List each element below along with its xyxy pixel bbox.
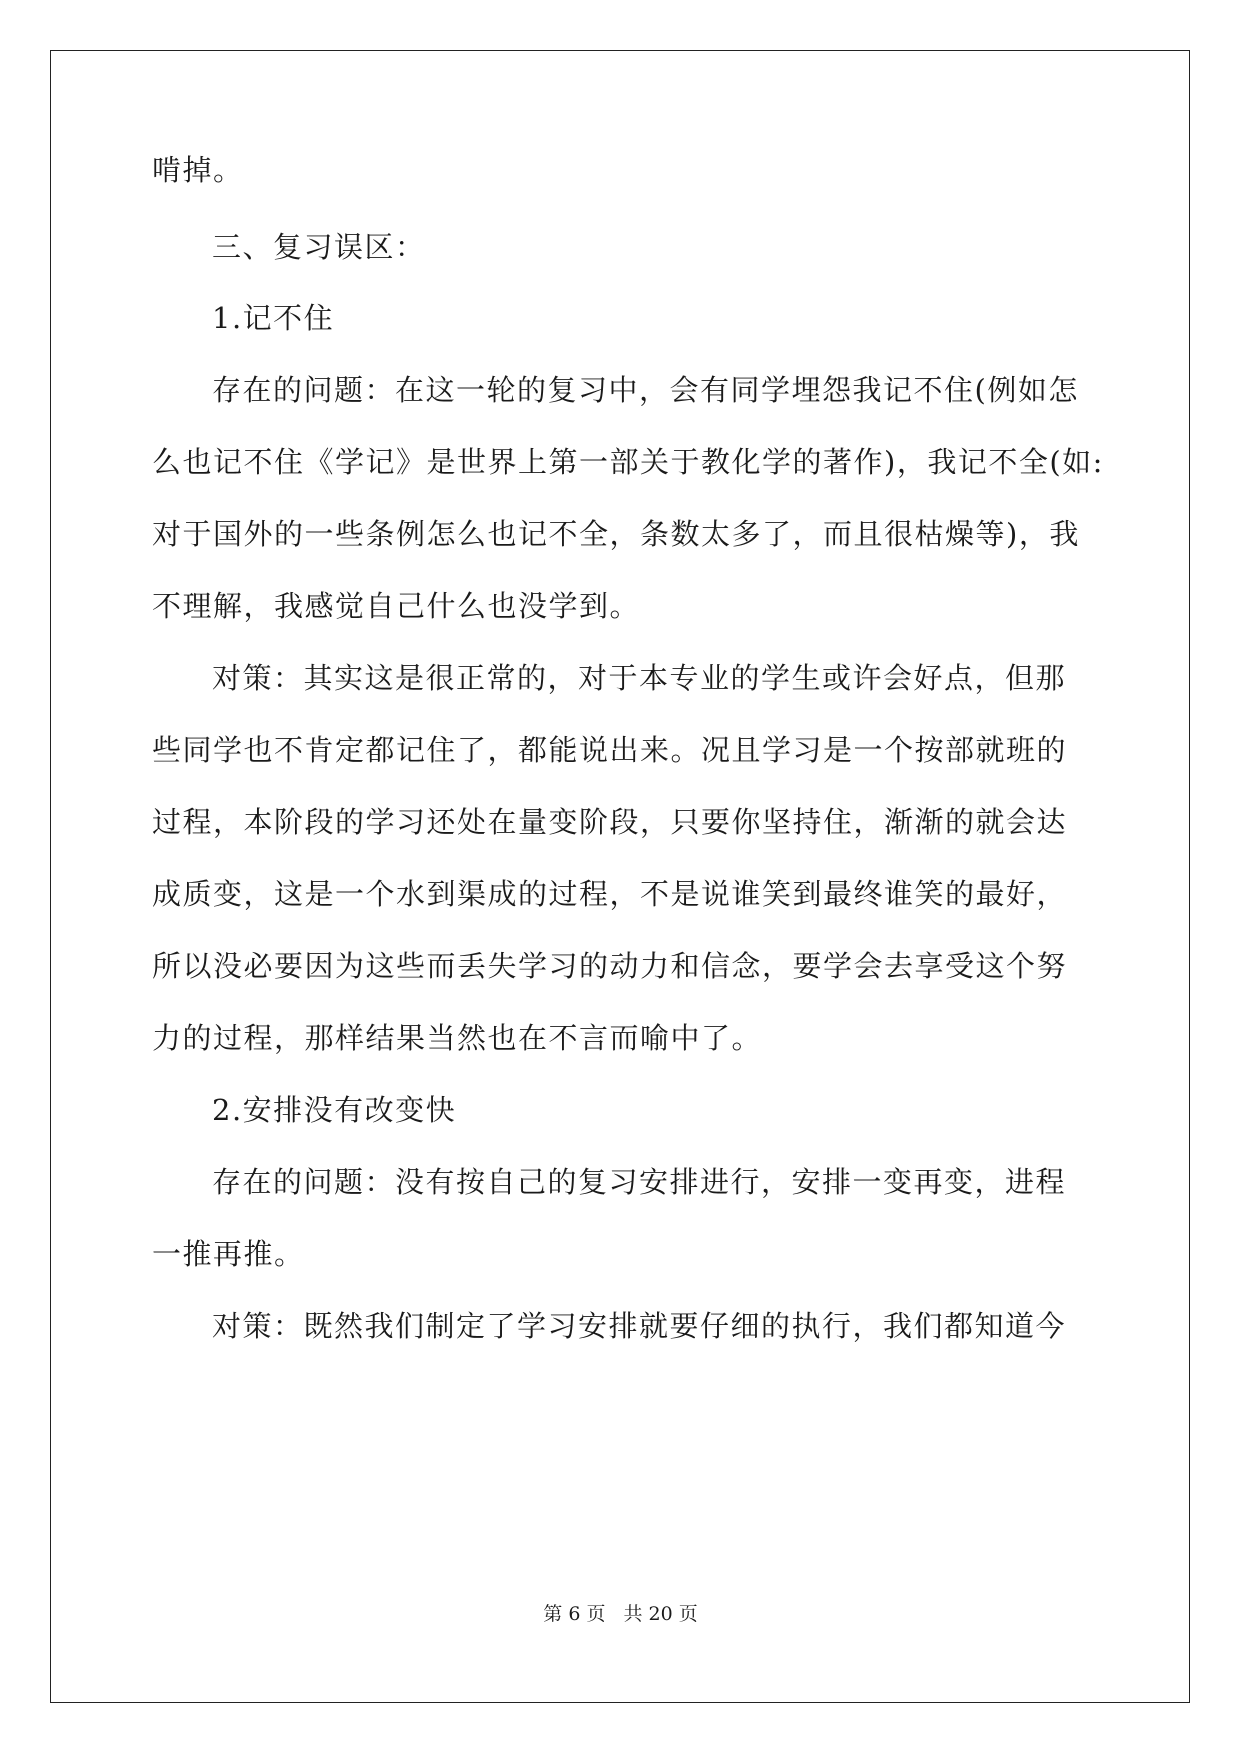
text-line: 对于国外的一些条例怎么也记不全，条数太多了，而且很枯燥等)，我: [152, 517, 1080, 551]
text-line: 力的过程，那样结果当然也在不言而喻中了。: [152, 1021, 763, 1055]
subsection-heading: 2.安排没有改变快: [212, 1093, 457, 1127]
text-line: 对策：其实这是很正常的，对于本专业的学生或许会好点，但那: [212, 661, 1067, 695]
text-line: 啃掉。: [152, 153, 244, 187]
text-line: 成质变，这是一个水到渠成的过程，不是说谁笑到最终谁笑的最好，: [152, 877, 1068, 911]
page-number: 第 6 页: [543, 1603, 606, 1625]
text-line: 不理解，我感觉自己什么也没学到。: [152, 589, 641, 623]
text-line: 些同学也不肯定都记住了，都能说出来。况且学习是一个按部就班的: [152, 733, 1068, 767]
section-heading: 三、复习误区：: [212, 230, 426, 264]
page-total: 共 20 页: [623, 1603, 698, 1625]
text-line: 一推再推。: [152, 1237, 305, 1271]
text-line: 存在的问题：没有按自己的复习安排进行，安排一变再变，进程: [212, 1165, 1067, 1199]
subsection-heading: 1.记不住: [212, 301, 335, 335]
page-footer: [0, 1602, 1241, 1626]
text-line: 存在的问题：在这一轮的复习中，会有同学埋怨我记不住(例如怎: [212, 373, 1079, 407]
text-line: 么也记不住《学记》是世界上第一部关于教化学的著作)，我记不全(如:: [152, 445, 1104, 479]
text-line: 过程，本阶段的学习还处在量变阶段，只要你坚持住，渐渐的就会达: [152, 805, 1068, 839]
text-line: 对策：既然我们制定了学习安排就要仔细的执行，我们都知道今: [212, 1309, 1067, 1343]
text-line: 所以没必要因为这些而丢失学习的动力和信念，要学会去享受这个努: [152, 949, 1068, 983]
